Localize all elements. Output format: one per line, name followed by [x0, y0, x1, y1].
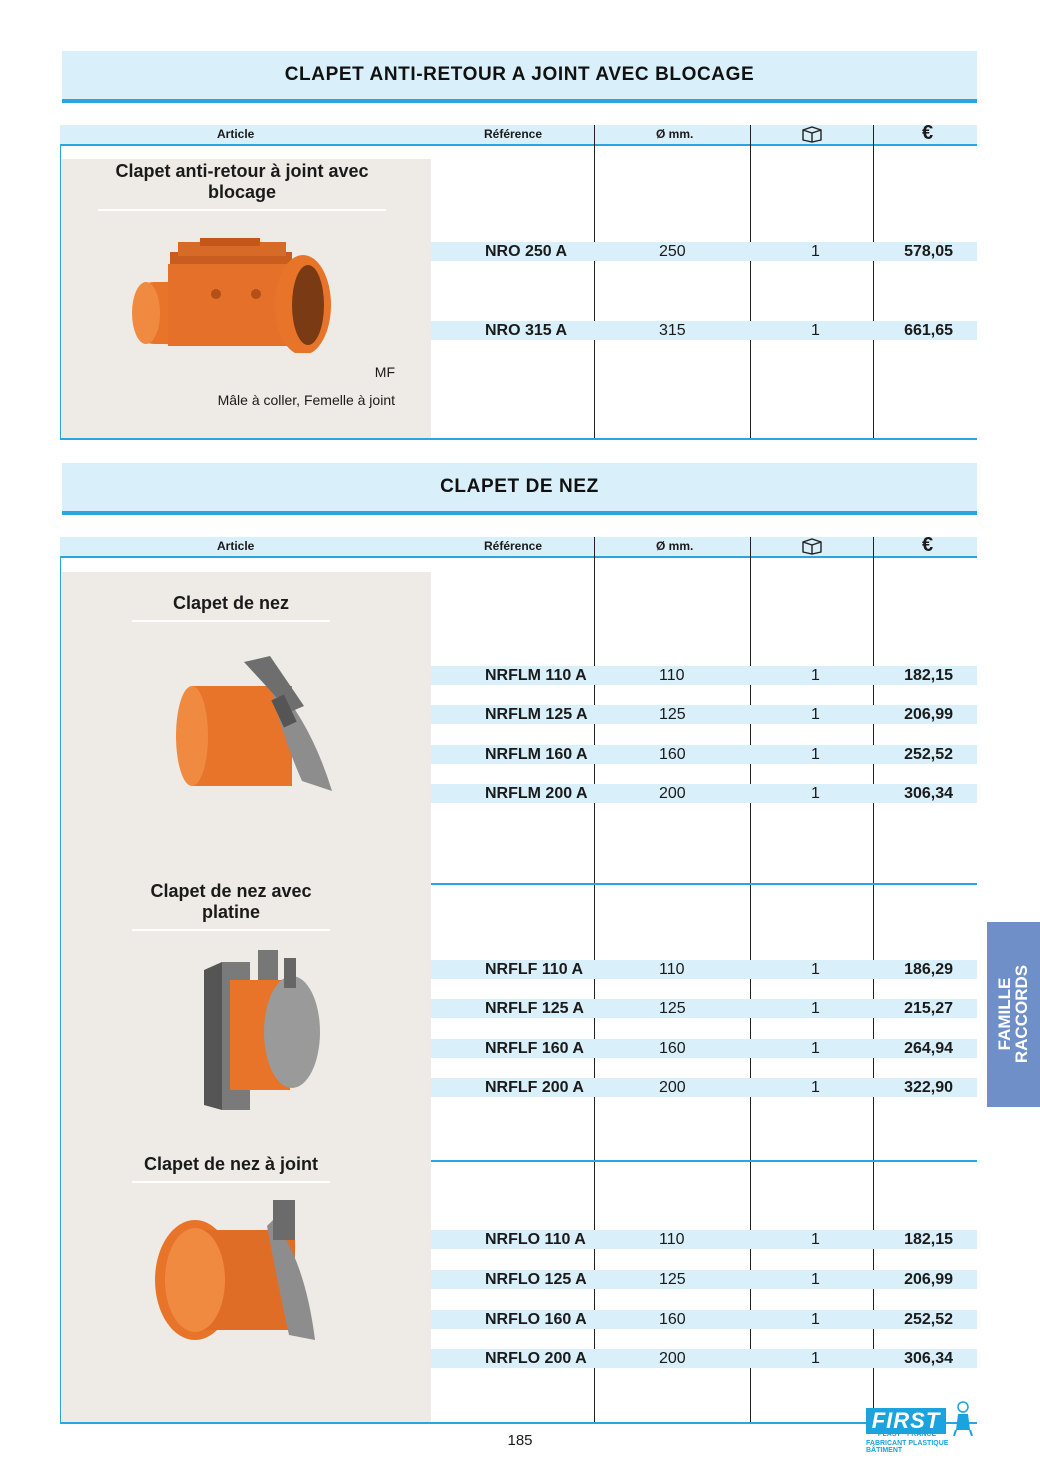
- group-separator: [431, 1160, 977, 1162]
- col-article: Article: [217, 127, 255, 141]
- clapet-de-nez-platine-image: [200, 950, 330, 1115]
- clapet-de-nez-image: [172, 656, 347, 801]
- table-row: NRFLO 110 A 110 1 182,15: [431, 1230, 977, 1249]
- mascot-icon: [950, 1400, 976, 1436]
- section-title-clapet-anti-retour: CLAPET ANTI-RETOUR A JOINT AVEC BLOCAGE: [62, 51, 977, 103]
- page-number: 185: [507, 1432, 533, 1449]
- product-title: Clapet anti-retour à joint avec blocage: [98, 161, 386, 211]
- table-row: NRFLO 200 A 200 1 306,34: [431, 1349, 977, 1368]
- connection-code: MF: [374, 364, 395, 380]
- table-row: NRFLF 200 A 200 1 322,90: [431, 1078, 977, 1097]
- table-row: NRFLM 125 A 125 1 206,99: [431, 705, 977, 724]
- product-title: Clapet de nez avec platine: [132, 881, 330, 931]
- box-icon: [800, 537, 824, 558]
- table-row: NRFLO 160 A 160 1 252,52: [431, 1310, 977, 1329]
- euro-icon: €: [922, 122, 934, 144]
- product-title: Clapet de nez: [132, 593, 330, 622]
- col-article: Article: [217, 539, 255, 553]
- table-row: NRFLF 125 A 125 1 215,27: [431, 999, 977, 1018]
- box-icon: [800, 125, 824, 146]
- first-logo: FIRST PLAST · FRANCE FABRICANT PLASTIQUE BÂTIMENT: [866, 1400, 976, 1450]
- connection-description: Mâle à coller, Femelle à joint: [217, 392, 395, 408]
- table-header: [60, 122, 977, 146]
- col-diameter: Ø mm.: [656, 539, 694, 553]
- table-row: NRO 250 A 250 1 578,05: [431, 242, 977, 261]
- table-body: [60, 146, 977, 440]
- col-reference: Référence: [484, 127, 543, 141]
- table-row: NRFLM 160 A 160 1 252,52: [431, 745, 977, 764]
- table-row: NRFLM 200 A 200 1 306,34: [431, 784, 977, 803]
- clapet-de-nez-joint-image: [155, 1200, 335, 1350]
- anti-retour-valve-image: [128, 238, 338, 353]
- col-reference: Référence: [484, 539, 543, 553]
- table-row: NRO 315 A 315 1 661,65: [431, 321, 977, 340]
- table-row: NRFLM 110 A 110 1 182,15: [431, 666, 977, 685]
- side-tab-famille-raccords[interactable]: FAMILLE RACCORDS: [987, 922, 1040, 1107]
- table-row: NRFLF 110 A 110 1 186,29: [431, 960, 977, 979]
- section-title-clapet-de-nez: CLAPET DE NEZ: [62, 463, 977, 515]
- table-row: NRFLF 160 A 160 1 264,94: [431, 1039, 977, 1058]
- col-diameter: Ø mm.: [656, 127, 694, 141]
- table-header: [60, 534, 977, 558]
- table-row: NRFLO 125 A 125 1 206,99: [431, 1270, 977, 1289]
- euro-icon: €: [922, 534, 934, 556]
- product-title: Clapet de nez à joint: [132, 1154, 330, 1183]
- table-body: [60, 558, 977, 1424]
- group-separator: [431, 883, 977, 885]
